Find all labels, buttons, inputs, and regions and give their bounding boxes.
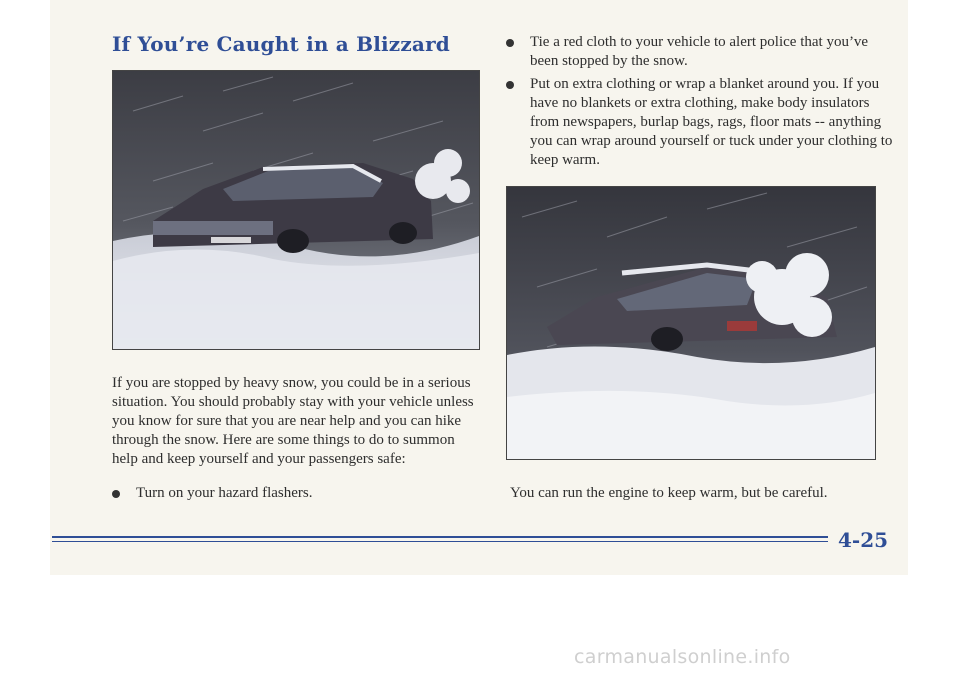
- bullet-dot-icon: [506, 39, 514, 47]
- blizzard-car-illustration: [112, 70, 480, 350]
- engine-running-illustration: [506, 186, 876, 460]
- bullet-item-red-cloth: [506, 33, 900, 71]
- bullet-item-hazard-flashers: [112, 484, 496, 503]
- bullet-text: Put on extra clothing or wrap a blanket around you. If you have no blankets or extra clothing, make body insulators from newspapers, burlap bags, rags, floor mats -- anything you can wrap around yourself or tuck under your clothing to keep warm.: [530, 76, 893, 168]
- bullet-text: Turn on your hazard flashers.: [136, 485, 313, 501]
- bullet-text: Tie a red cloth to your vehicle to alert police that you’ve been stopped by the snow.: [530, 34, 869, 69]
- illustration-caption: You can run the engine to keep warm, but be careful.: [510, 485, 828, 501]
- intro-paragraph: If you are stopped by heavy snow, you could be in a serious situation. You should probably stay with your vehicle unless you know for sure that you are near help and you can hike through the snow. Here are some things to do to summon help and keep yourself and your passengers safe:: [112, 375, 474, 467]
- bullet-dot-icon: [112, 490, 120, 498]
- bullet-dot-icon: [506, 81, 514, 89]
- page-number: 4-25: [838, 528, 889, 552]
- site-watermark: carmanualsonline.info: [574, 646, 791, 668]
- section-title: If You’re Caught in a Blizzard: [112, 32, 450, 56]
- footer-rule-thin: [52, 541, 828, 542]
- footer-rule: [52, 536, 828, 538]
- bullet-item-extra-clothing: [506, 75, 900, 170]
